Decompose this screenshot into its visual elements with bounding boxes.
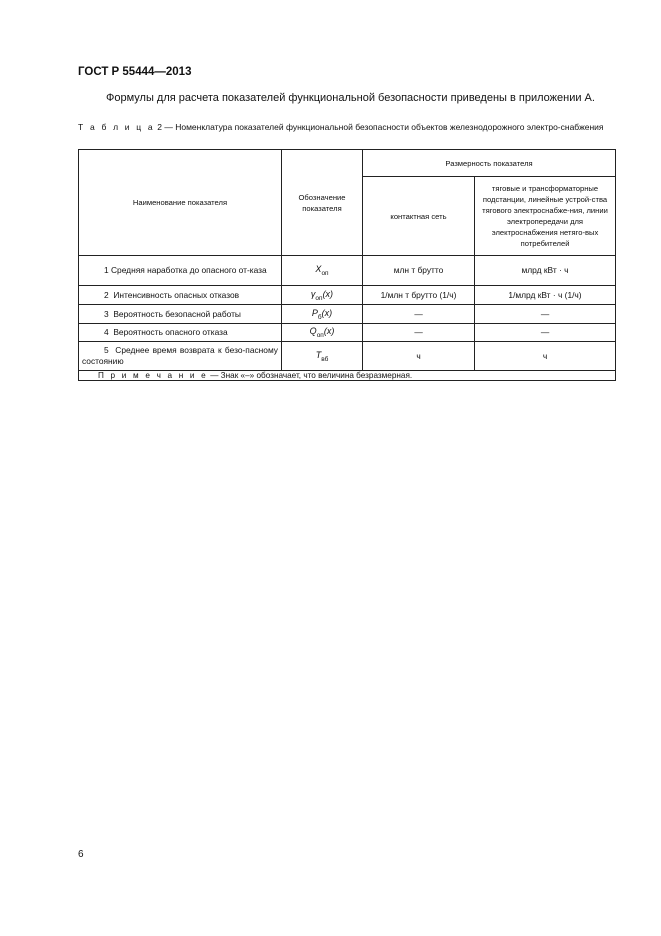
row-symbol-cell: $P_б(x)$ [282,305,363,324]
row-traction-value: 1/млрд кВт · ч (1/ч) [475,286,616,305]
row-traction-value: — [475,324,616,342]
intro-paragraph: Формулы для расчета показателей функциональной безопасности приведены в приложении А. [106,92,595,104]
table-note [79,371,616,381]
table-row [79,286,616,305]
note-text: — Знак «–» обозначает, что величина безразмерная. [210,371,413,380]
row-name-cell: 5 Среднее время возврата к безо-пасному состоянию [79,342,282,371]
row-traction-value: — [475,305,616,324]
row-contact-value: млн т брутто [363,256,475,286]
document-standard-number: ГОСТ Р 55444—2013 [78,66,192,78]
row-name-cell: 3 Вероятность безопасной работы [79,305,282,324]
table-row [79,342,616,371]
table-row [79,305,616,324]
table-note-row [79,371,616,381]
table-caption-text: — Номенклатура показателей функциональной безопасности объектов железнодорожного электро-снабжения [164,122,604,132]
row-symbol-cell: $T_{вб}$ [282,342,363,371]
indicators-table [78,149,616,381]
page-number: 6 [78,849,84,860]
table-caption-number: 2 [157,122,162,132]
row-symbol-cell: $\gamma_{оп}(x)$ [282,286,363,305]
header-contact-network: контактная сеть [363,177,475,256]
header-symbol: Обозначение показателя [282,150,363,256]
row-name-cell: 2 Интенсивность опасных отказов [79,286,282,305]
row-contact-value: ч [363,342,475,371]
row-traction-value: млрд кВт · ч [475,256,616,286]
header-traction-substations: тяговые и трансформаторные подстанции, линейные устрой-ства тягового электроснабже-ния, линии электропередачи для электроснабжения нетяго-вых потребителей [475,177,616,256]
row-name-cell: 1 Средняя наработка до опасного от-каза [79,256,282,286]
table-caption-label: Т а б л и ц а [78,122,155,132]
table-header-row [79,150,616,177]
note-label: П р и м е ч а н и е [98,371,208,380]
table-row [79,324,616,342]
row-symbol-cell: $X_{оп}$ [282,256,363,286]
row-traction-value: ч [475,342,616,371]
table-caption [78,121,616,133]
row-symbol-cell: $Q_{оп}(x)$ [282,324,363,342]
header-indicator-name: Наименование показателя [79,150,282,256]
header-dimension: Размерность показателя [363,150,616,177]
row-contact-value: — [363,305,475,324]
table-row [79,256,616,286]
row-contact-value: 1/млн т брутто (1/ч) [363,286,475,305]
row-name-cell: 4 Вероятность опасного отказа [79,324,282,342]
row-contact-value: — [363,324,475,342]
